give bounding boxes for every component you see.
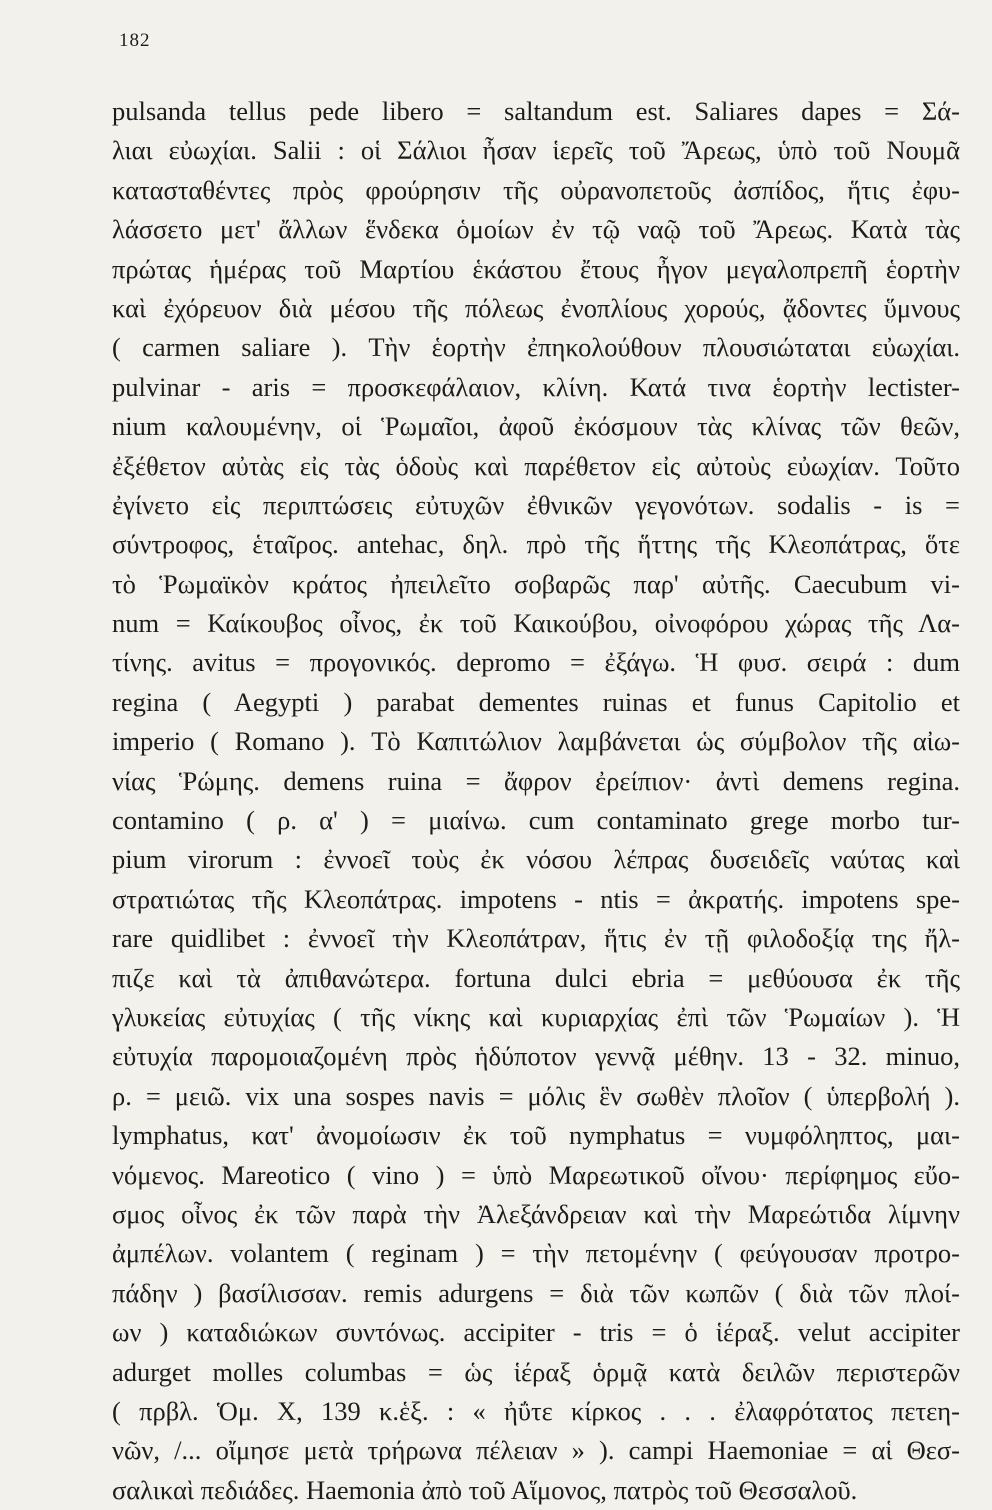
text-line: num = Καίκουβος οἶνος, ἐκ τοῦ Καικούβου, οἰνοφόρου χώρας τῆς Λα- bbox=[112, 608, 960, 639]
text-line: lymphatus, κατ' ἀνομοίωσιν ἐκ τοῦ nymphatus = νυμφόληπτος, μαι- bbox=[112, 1120, 960, 1151]
text-line: pium virorum : ἐννοεῖ τοὺς ἐκ νόσου λέπρας δυσειδεῖς ναύτας καὶ bbox=[112, 844, 960, 875]
text-line: γλυκείας εὐτυχίας ( τῆς νίκης καὶ κυριαρχίας ἐπὶ τῶν Ῥωμαίων ). Ἡ bbox=[112, 1001, 960, 1032]
page-number: 182 bbox=[119, 30, 151, 51]
text-line: πιζε καὶ τὰ ἀπιθανώτερα. fortuna dulci ebria = μεθύουσα ἐκ τῆς bbox=[112, 962, 960, 993]
text-line: σύντροφος, ἑταῖρος. antehac, δηλ. πρὸ τῆς ἥττης τῆς Κλεοπάτρας, ὅτε bbox=[112, 529, 960, 560]
text-line: πάδην ) βασίλισσαν. remis adurgens = διὰ τῶν κωπῶν ( διὰ τῶν πλοί- bbox=[112, 1277, 960, 1308]
text-line: ἐγίνετο εἰς περιπτώσεις εὐτυχῶν ἐθνικῶν γεγονότων. sodalis - is = bbox=[112, 489, 960, 520]
text-line: πρώτας ἡμέρας τοῦ Μαρτίου ἑκάστου ἔτους ἦγον μεγαλοπρεπῆ ἑορτὴν bbox=[112, 253, 960, 284]
text-line: ἀμπέλων. volantem ( reginam ) = τὴν πετομένην ( φεύγουσαν προτρο- bbox=[112, 1238, 960, 1269]
text-line: εὐτυχία παρομοιαζομένη πρὸς ἡδύποτον γεννᾷ μέθην. 13 - 32. minuo, bbox=[112, 1041, 960, 1072]
text-line: τὸ Ῥωμαϊκὸν κράτος ἠπειλεῖτο σοβαρῶς παρ' αὐτῆς. Caecubum vi- bbox=[112, 568, 960, 599]
text-line: στρατιώτας τῆς Κλεοπάτρας. impotens - ntis = ἀκρατής. impotens spe- bbox=[112, 883, 960, 914]
text-line: ἐξέθετον αὐτὰς εἰς τὰς ὁδοὺς καὶ παρέθετον εἰς αὐτοὺς εὐωχίαν. Τοῦτο bbox=[112, 450, 960, 481]
text-line: νίας Ῥώμης. demens ruina = ἄφρον ἐρείπιον· ἀντὶ demens regina. bbox=[112, 765, 960, 796]
text-line: regina ( Aegypti ) parabat dementes ruinas et funus Capitolio et bbox=[112, 686, 960, 717]
text-line: λάσσετο μετ' ἄλλων ἕνδεκα ὁμοίων ἐν τῷ ναῷ τοῦ Ἄρεως. Κατὰ τὰς bbox=[112, 214, 960, 245]
text-line: adurget molles columbas = ὡς ἱέραξ ὁρμᾷ κατὰ δειλῶν περιστερῶν bbox=[112, 1356, 960, 1387]
text-line: ( πρβλ. Ὁμ. Χ, 139 κ.ἑξ. : « ἠΰτε κίρκος . . . ἐλαφρότατος πετεη- bbox=[112, 1395, 960, 1426]
text-line: ων ) καταδιώκων συντόνως. accipiter - tris = ὁ ἱέραξ. velut accipiter bbox=[112, 1317, 960, 1348]
text-line: rare quidlibet : ἐννοεῖ τὴν Κλεοπάτραν, ἥτις ἐν τῇ φιλοδοξίᾳ της ἤλ- bbox=[112, 923, 960, 954]
commentary-text bbox=[112, 92, 960, 1510]
text-line: contamino ( ρ. α' ) = μιαίνω. cum contaminato grege morbo tur- bbox=[112, 805, 960, 836]
text-line: imperio ( Romano ). Τὸ Καπιτώλιον λαμβάνεται ὡς σύμβολον τῆς αἰω- bbox=[112, 726, 960, 757]
text-line: nium καλουμένην, οἱ Ῥωμαῖοι, ἀφοῦ ἐκόσμουν τὰς κλίνας τῶν θεῶν, bbox=[112, 411, 960, 442]
text-line: ( carmen saliare ). Τὴν ἑορτὴν ἐπηκολούθουν πλουσιώταται εὐωχίαι. bbox=[112, 332, 960, 363]
text-line: νόμενος. Mareotico ( vino ) = ὑπὸ Μαρεωτικοῦ οἴνου· περίφημος εὔο- bbox=[112, 1159, 960, 1190]
text-line: λιαι εὐωχίαι. Salii : οἱ Σάλιοι ἦσαν ἱερεῖς τοῦ Ἄρεως, ὑπὸ τοῦ Νουμᾶ bbox=[112, 135, 960, 166]
text-line: κατασταθέντες πρὸς φρούρησιν τῆς οὐρανοπετοῦς ἀσπίδος, ἥτις ἐφυ- bbox=[112, 174, 960, 205]
text-line: καὶ ἐχόρευον διὰ μέσου τῆς πόλεως ἐνοπλίους χορούς, ᾄδοντες ὕμνους bbox=[112, 292, 960, 323]
text-line: ρ. = μειῶ. vix una sospes navis = μόλις ἓν σωθὲν πλοῖον ( ὑπερβολή ). bbox=[112, 1080, 960, 1111]
text-line: νῶν, /... οἴμησε μετὰ τρήρωνα πέλειαν » ). campi Haemoniae = αἱ Θεσ- bbox=[112, 1435, 960, 1466]
text-line: σαλικαὶ πεδιάδες. Haemonia ἀπὸ τοῦ Αἵμονος, πατρὸς τοῦ Θεσσαλοῦ. bbox=[112, 1474, 858, 1505]
text-line: pulvinar - aris = προσκεφάλαιον, κλίνη. Κατά τινα ἑορτὴν lectister- bbox=[112, 371, 960, 402]
text-line: σμος οἶνος ἐκ τῶν παρὰ τὴν Ἀλεξάνδρειαν καὶ τὴν Μαρεώτιδα λίμνην bbox=[112, 1198, 960, 1229]
text-line: τίνης. avitus = προγονικός. depromo = ἐξάγω. Ἡ φυσ. σειρά : dum bbox=[112, 647, 960, 678]
text-line: pulsanda tellus pede libero = saltandum est. Saliares dapes = Σά- bbox=[112, 96, 960, 126]
